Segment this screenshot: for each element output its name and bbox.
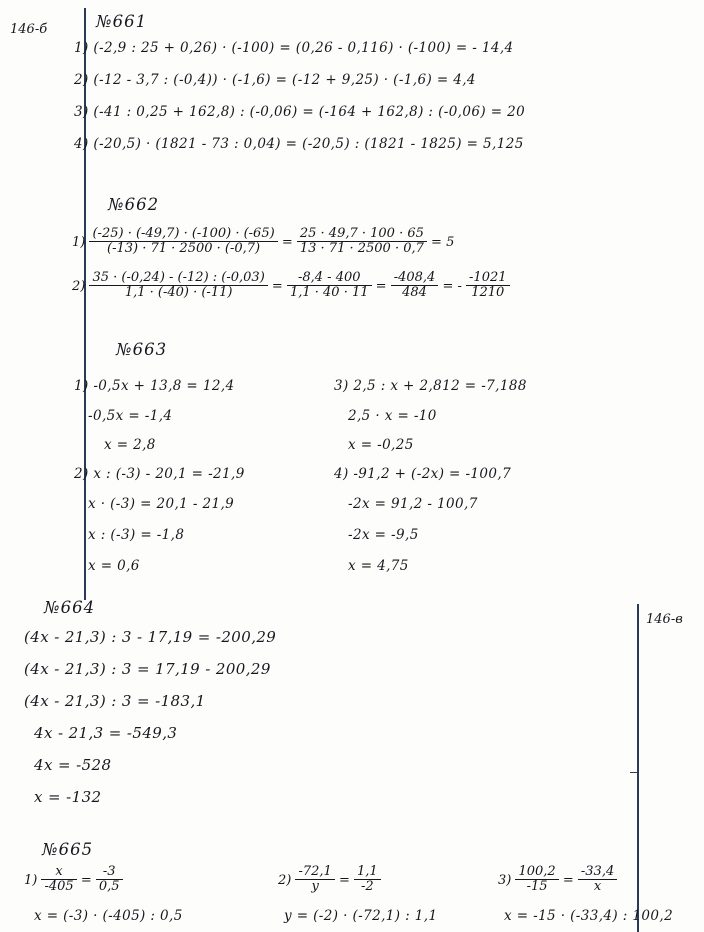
- fraction-665-2-left: [295, 865, 334, 895]
- fraction-662-1-left: [89, 227, 277, 257]
- item-label-662-2: 2): [72, 279, 86, 295]
- numerator: 35 · (-0,24) - (-12) : (-0,03): [92, 270, 265, 285]
- line-663-r4: 4) -91,2 + (-2x) = -100,7: [334, 466, 512, 482]
- line-663-l7: x = 0,6: [88, 558, 140, 574]
- line-664-4: 4x - 21,3 = -549,3: [34, 724, 178, 742]
- equals-sign-665-1: =: [80, 873, 92, 889]
- expression-665-1: [24, 866, 123, 896]
- page-label-bottom: 146-в: [646, 612, 683, 627]
- equals-sign-662-2: =: [271, 279, 283, 295]
- fraction-665-2-right: [354, 865, 381, 895]
- left-margin-rule: [84, 8, 86, 600]
- solution-665-1: x = (-3) · (-405) : 0,5: [34, 908, 183, 924]
- line-663-l3: x = 2,8: [104, 437, 156, 453]
- denominator: 1,1 · 40 · 11: [287, 285, 372, 301]
- line-661-1: 1) (-2,9 : 25 + 0,26) · (-100) = (0,26 - 0,116) · (-100) = - 14,4: [74, 40, 514, 56]
- line-663-r1: 3) 2,5 : x + 2,812 = -7,188: [334, 378, 527, 394]
- fraction-662-2-left: [89, 271, 267, 301]
- numerator: -8,4 - 400: [297, 270, 361, 285]
- section-heading-661: №661: [96, 12, 148, 31]
- item-label-662-1: 1): [72, 235, 86, 251]
- line-663-r5: -2x = 91,2 - 100,7: [348, 496, 478, 512]
- line-663-r6: -2x = -9,5: [348, 527, 419, 543]
- line-663-r3: x = -0,25: [348, 437, 414, 453]
- right-margin-rule: [637, 604, 639, 932]
- fraction-662-2-result: [391, 271, 439, 301]
- denominator: 484: [391, 285, 439, 301]
- numerator: -408,4: [393, 270, 436, 285]
- section-heading-665: №665: [42, 840, 94, 859]
- denominator: -405: [41, 879, 76, 895]
- fraction-665-1-left: [41, 865, 76, 895]
- denominator: x: [578, 879, 617, 895]
- line-663-l1: 1) -0,5x + 13,8 = 12,4: [74, 378, 235, 394]
- expression-662-1: [72, 228, 454, 258]
- denominator: 13 · 71 · 2500 · 0,7: [297, 241, 427, 257]
- numerator: 25 · 49,7 · 100 · 65: [299, 226, 424, 241]
- denominator: -2: [354, 879, 381, 895]
- line-664-1: (4x - 21,3) : 3 - 17,19 = -200,29: [24, 628, 277, 646]
- denominator: 1210: [466, 285, 509, 301]
- line-663-l5: x · (-3) = 20,1 - 21,9: [88, 496, 235, 512]
- expression-662-2: [72, 272, 510, 302]
- equals-sign-662-2b: =: [375, 279, 387, 295]
- fraction-665-3-left: [515, 865, 558, 895]
- equals-sign-662-1: =: [281, 235, 293, 251]
- fraction-665-1-right: [96, 865, 123, 895]
- line-663-l6: x : (-3) = -1,8: [88, 527, 185, 543]
- numerator: 1,1: [357, 864, 378, 879]
- line-663-r2: 2,5 · x = -10: [348, 408, 437, 424]
- expression-665-3: [498, 866, 617, 896]
- solution-665-2: y = (-2) · (-72,1) : 1,1: [284, 908, 438, 924]
- line-664-6: x = -132: [34, 788, 102, 806]
- numerator: -1021: [469, 270, 507, 285]
- line-663-l2: -0,5x = -1,4: [88, 408, 173, 424]
- section-heading-664: №664: [44, 598, 96, 617]
- expression-665-2: [278, 866, 381, 896]
- equals-sign-665-3: =: [562, 873, 574, 889]
- numerator: -3: [102, 864, 116, 879]
- equals-sign-665-2: =: [338, 873, 350, 889]
- numerator: x: [55, 864, 63, 879]
- denominator: (-13) · 71 · 2500 · (-0,7): [89, 241, 277, 257]
- page-label-top: 146-б: [10, 22, 48, 37]
- line-661-3: 3) (-41 : 0,25 + 162,8) : (-0,06) = (-164 + 162,8) : (-0,06) = 20: [74, 104, 526, 120]
- denominator: 0,5: [96, 879, 123, 895]
- solution-665-3: x = -15 · (-33,4) : 100,2: [504, 908, 674, 924]
- line-661-4: 4) (-20,5) · (1821 - 73 : 0,04) = (-20,5) : (1821 - 1825) = 5,125: [74, 136, 524, 152]
- numerator: -72,1: [298, 864, 332, 879]
- fraction-662-1-right: [297, 227, 427, 257]
- numerator: -33,4: [580, 864, 615, 879]
- fraction-662-2-right: [287, 271, 372, 301]
- denominator: 1,1 · (-40) · (-11): [89, 285, 267, 301]
- line-663-l4: 2) x : (-3) - 20,1 = -21,9: [74, 466, 245, 482]
- result-662-1: = 5: [431, 235, 455, 251]
- line-661-2: 2) (-12 - 3,7 : (-0,4)) · (-1,6) = (-12 + 9,25) · (-1,6) = 4,4: [74, 72, 476, 88]
- fraction-662-2-final: [466, 271, 509, 301]
- denominator: -15: [515, 879, 558, 895]
- section-heading-663: №663: [116, 340, 168, 359]
- numerator: 100,2: [518, 864, 556, 879]
- item-label-665-3: 3): [498, 873, 512, 889]
- section-heading-662: №662: [108, 195, 160, 214]
- fraction-665-3-right: [578, 865, 617, 895]
- margin-tick: [630, 772, 637, 773]
- line-664-2: (4x - 21,3) : 3 = 17,19 - 200,29: [24, 660, 271, 678]
- item-label-665-2: 2): [278, 873, 292, 889]
- line-664-5: 4x = -528: [34, 756, 112, 774]
- denominator: y: [295, 879, 334, 895]
- equals-sign-662-2c: = -: [442, 279, 462, 295]
- numerator: (-25) · (-49,7) · (-100) · (-65): [92, 226, 275, 241]
- line-663-r7: x = 4,75: [348, 558, 409, 574]
- item-label-665-1: 1): [24, 873, 38, 889]
- line-664-3: (4x - 21,3) : 3 = -183,1: [24, 692, 206, 710]
